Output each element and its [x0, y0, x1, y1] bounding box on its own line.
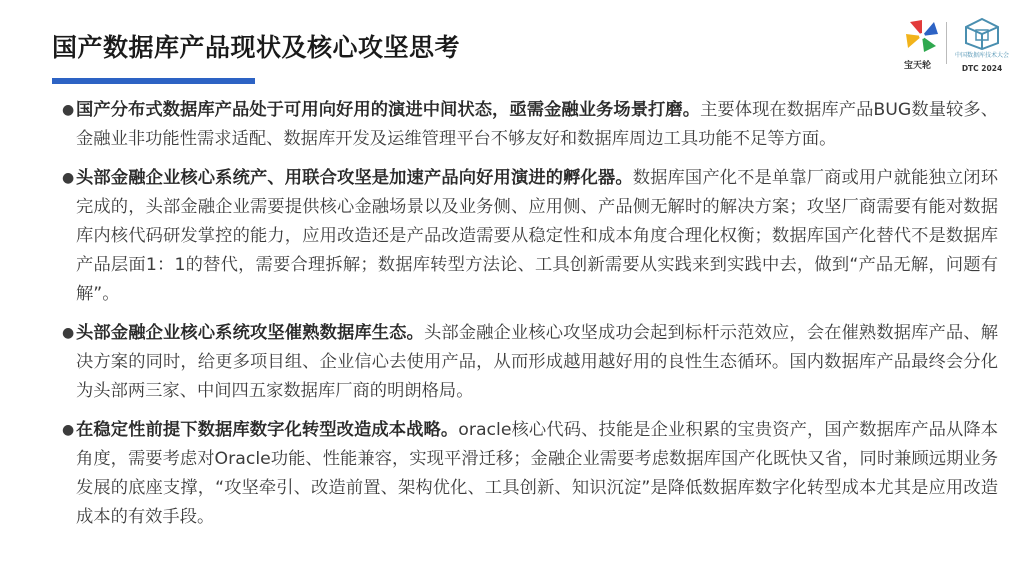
bullet-item [62, 319, 998, 406]
bullet-body: 头部金融企业核心攻坚成功会起到标杆示范效应，会在催熟数据库产品、解决方案的同时，给更多项目组、企业信心去使用产品，从而形成越用越好用的良性生态循环。国内数据库产品最终会分化为头部两三家、中间四五家数据库厂商的明朗格局。 [76, 323, 998, 401]
dtc-logo-year: DTC 2024 [961, 64, 1003, 73]
bullet-item [62, 416, 998, 532]
logo-divider [946, 22, 947, 64]
bullet-lead: 头部金融企业核心系统产、用联合攻坚是加速产品向好用演进的孵化器。 [76, 168, 633, 188]
bullet-body: oracle核心代码、技能是企业积累的宝贵资产，国产数据库产品从降本角度，需要考虑对Oracle功能、性能兼容，实现平滑迁移；金融企业需要考虑数据库国产化既快又省，同时兼顾远期业务发展的底座支撑，“攻坚牵引、改造前置、架构优化、工具创新、知识沉淀”是降低数据库数字化转型成本尤其是应用改造成本的有效手段。 [76, 420, 998, 527]
dtc-logo-text: 中国数据库技术大会 [954, 52, 1009, 59]
bullet-body: 数据库国产化不是单靠厂商或用户就能独立闭环完成的，头部金融企业需要提供核心金融场景以及业务侧、应用侧、产品侧无解时的解决方案；攻坚厂商需要有能对数据库内核代码研发掌控的能力，应用改造还是产品改造需要从稳定性和成本角度合理化权衡；数据库国产化替代不是数据库产品层面1：1的替代，需要合理拆解；数据库转型方法论、工具创新需要从实践来到实践中去，做到“产品无解，问题有解”。 [76, 168, 998, 304]
bullet-lead: 头部金融企业核心系统攻坚催熟数据库生态。 [76, 323, 424, 343]
bullet-dot: ● [62, 102, 75, 118]
pinwheel-icon [900, 16, 944, 56]
event-logo-text: 宝天轮 [904, 61, 932, 71]
bullet-lead: 国产分布式数据库产品处于可用向好用的演进中间状态，亟需金融业务场景打磨。 [76, 100, 701, 120]
dtc-logo [954, 16, 1010, 78]
bullet-lead: 在稳定性前提下数据库数字化转型改造成本战略。 [76, 420, 459, 440]
bullet-item [62, 96, 998, 154]
bullet-dot: ● [62, 325, 75, 341]
bullet-item [62, 164, 998, 309]
logo-group [900, 16, 1010, 78]
title-underline [52, 78, 255, 84]
bullet-body: 主要体现在数据库产品BUG数量较多、金融业非功能性需求适配、数据库开发及运维管理平台不够友好和数据库周边工具功能不足等方面。 [76, 100, 998, 149]
event-logo [900, 16, 944, 72]
bullet-list [62, 96, 998, 542]
cube-icon [954, 16, 1010, 50]
page-title: 国产数据库产品现状及核心攻坚思考 [52, 33, 461, 62]
bullet-dot: ● [62, 170, 75, 186]
bullet-dot: ● [62, 422, 75, 438]
